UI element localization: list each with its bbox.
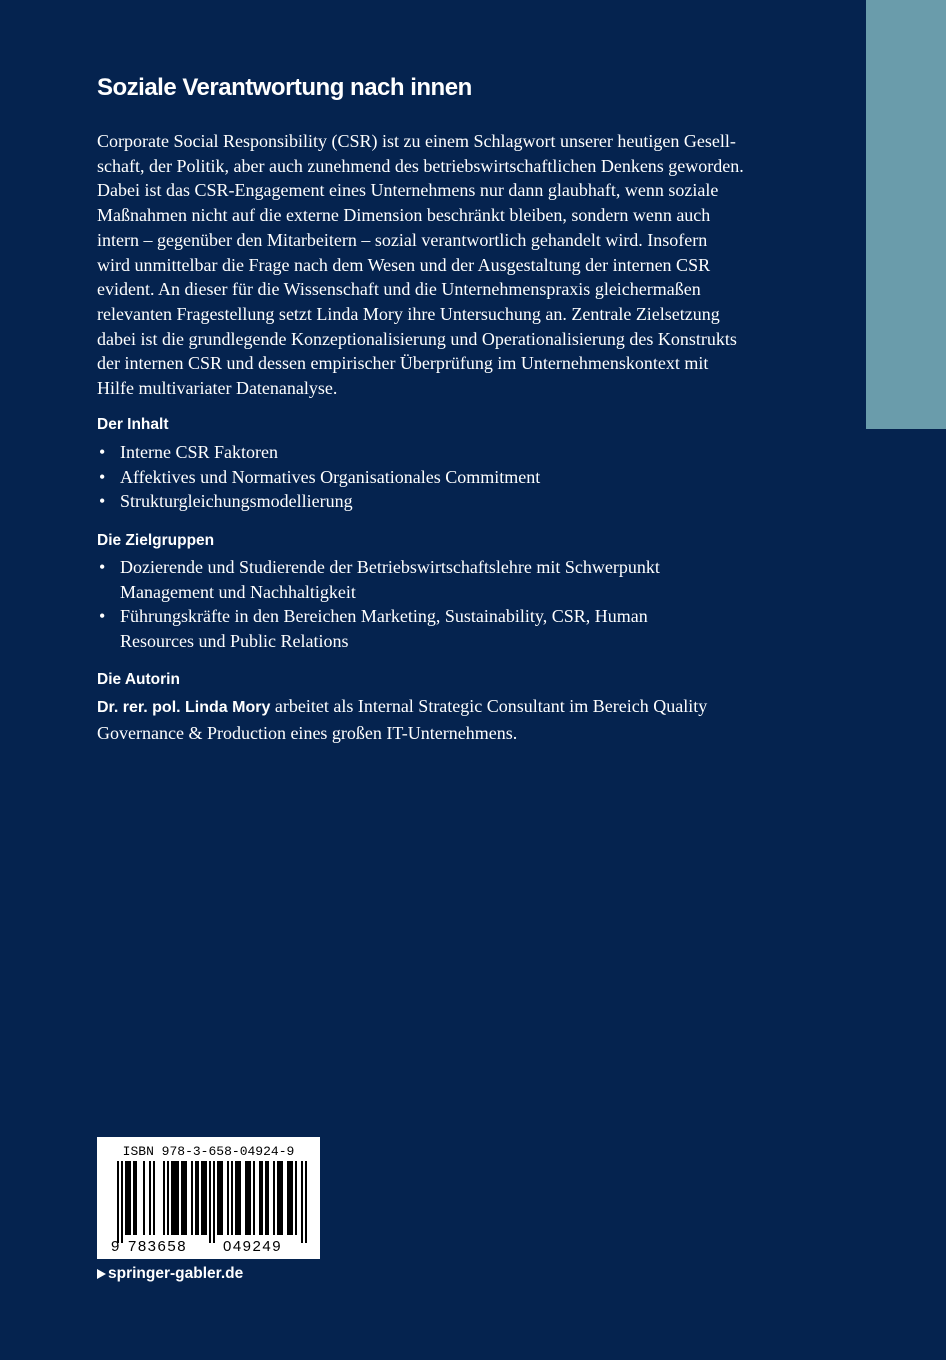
barcode-bar bbox=[235, 1161, 237, 1235]
bullet-icon: • bbox=[99, 466, 106, 487]
barcode-bar bbox=[265, 1161, 267, 1235]
intro-line: wird unmittelbar die Frage nach dem Wesen und der Ausgestaltung der internen CSR bbox=[97, 254, 711, 275]
barcode-bar bbox=[239, 1161, 241, 1235]
bullet-icon: • bbox=[99, 442, 106, 462]
list-item: • Strukturgleichungsmodellierung bbox=[97, 489, 769, 514]
barcode-bar bbox=[249, 1161, 251, 1235]
barcode-bar bbox=[195, 1161, 197, 1235]
accent-bar bbox=[866, 0, 946, 429]
barcode-bar bbox=[287, 1161, 289, 1235]
isbn-number: ISBN 978-3-658-04924-9 bbox=[122, 1144, 295, 1159]
barcode-bar bbox=[149, 1161, 151, 1235]
barcode-bar bbox=[281, 1161, 283, 1235]
barcode-bar bbox=[219, 1161, 221, 1235]
bullet-icon: • bbox=[99, 606, 106, 627]
list-item: • Interne CSR Faktoren bbox=[97, 440, 769, 465]
barcode-bar bbox=[167, 1161, 169, 1235]
zielgruppen-list bbox=[97, 555, 769, 654]
barcode-bar bbox=[153, 1161, 155, 1235]
inhalt-list bbox=[97, 440, 769, 514]
arrow-right-icon bbox=[97, 1269, 106, 1279]
intro-line: relevanten Fragestellung setzt Linda Mory ihre Untersuchung an. Zentrale Zielsetzung bbox=[97, 303, 720, 324]
barcode-bar bbox=[273, 1161, 275, 1235]
barcode-left-digits: 783658 bbox=[128, 1238, 188, 1255]
barcode-bar bbox=[279, 1161, 281, 1235]
barcode-bar bbox=[259, 1161, 261, 1235]
barcode-bar bbox=[177, 1161, 179, 1235]
barcode-bar bbox=[213, 1161, 215, 1243]
barcode-bar bbox=[209, 1161, 211, 1243]
author-bio-text: Governance & Production eines großen IT-Unternehmens. bbox=[97, 722, 518, 743]
barcode-bar bbox=[133, 1161, 135, 1235]
isbn-barcode bbox=[97, 1137, 320, 1259]
intro-line: intern – gegenüber den Mitarbeitern – sozial verantwortlich gehandelt wird. Insofern bbox=[97, 229, 708, 250]
barcode-bar bbox=[227, 1161, 229, 1235]
barcode-bar bbox=[205, 1161, 207, 1235]
barcode-bar bbox=[221, 1161, 223, 1235]
barcode-bar bbox=[191, 1161, 193, 1235]
barcode-bar bbox=[201, 1161, 203, 1235]
barcode-first-digit: 9 bbox=[111, 1238, 120, 1255]
inhalt-heading: Der Inhalt bbox=[97, 416, 169, 433]
list-item: • Dozierende und Studierende der Betriebswirtschaftslehre mit Schwerpunkt Management und Nachhaltigkeit bbox=[99, 557, 660, 602]
barcode-bar bbox=[143, 1161, 145, 1235]
barcode-bar bbox=[267, 1161, 269, 1235]
barcode-bar bbox=[261, 1161, 263, 1235]
barcode-bar bbox=[173, 1161, 175, 1235]
author-bio bbox=[97, 694, 769, 745]
intro-line: der internen CSR und dessen empirischer Überprüfung im Unternehmenskontext mit bbox=[97, 353, 709, 374]
intro-paragraph bbox=[97, 129, 769, 401]
author-name: Dr. rer. pol. Linda Mory bbox=[97, 699, 271, 716]
barcode-bar bbox=[245, 1161, 247, 1235]
barcode-bar bbox=[125, 1161, 127, 1235]
barcode-bar bbox=[171, 1161, 173, 1235]
barcode-right-digits: 049249 bbox=[223, 1238, 283, 1255]
zielgruppen-heading: Die Zielgruppen bbox=[97, 532, 215, 549]
barcode-bar bbox=[217, 1161, 219, 1235]
intro-line: dabei ist die grundlegende Konzeptionalisierung und Operationalisierung des Konstrukts bbox=[97, 328, 737, 349]
barcode-bar bbox=[305, 1161, 307, 1243]
intro-line: Maßnahmen nicht auf die externe Dimension beschränkt bleiben, sondern wenn auch bbox=[97, 205, 711, 226]
book-title: Soziale Verantwortung nach innen bbox=[97, 74, 472, 101]
barcode-bar bbox=[237, 1161, 239, 1235]
barcode-bar bbox=[129, 1161, 131, 1235]
barcode-bar bbox=[121, 1161, 123, 1243]
barcode-bar bbox=[183, 1161, 185, 1235]
list-item: • Affektives und Normatives Organisationales Commitment bbox=[97, 465, 769, 490]
list-item: • Führungskräfte in den Bereichen Marketing, Sustainability, CSR, Human Resources und Public Relations bbox=[99, 606, 648, 652]
barcode-bar bbox=[127, 1161, 129, 1235]
intro-line: Dabei ist das CSR-Engagement eines Unternehmens nur dann glaubhaft, wenn soziale bbox=[97, 180, 719, 201]
barcode-bar bbox=[175, 1161, 177, 1235]
publisher-link-text[interactable]: springer-gabler.de bbox=[108, 1265, 244, 1282]
barcode-bar bbox=[197, 1161, 199, 1235]
barcode-bar bbox=[163, 1161, 165, 1235]
barcode-bar bbox=[291, 1161, 293, 1235]
bullet-icon: • bbox=[99, 557, 106, 577]
intro-line: Corporate Social Responsibility (CSR) ist zu einem Schlagwort unserer heutigen Gesell- bbox=[97, 131, 736, 151]
autorin-heading: Die Autorin bbox=[97, 671, 180, 688]
intro-line: evident. An dieser für die Wissenschaft und die Unternehmenspraxis gleichermaßen bbox=[97, 279, 701, 300]
barcode-bar bbox=[301, 1161, 303, 1243]
publisher-link[interactable] bbox=[97, 1265, 243, 1283]
barcode-bar bbox=[247, 1161, 249, 1235]
barcode-bar bbox=[295, 1161, 297, 1235]
intro-line: schaft, der Politik, aber auch zunehmend des betriebswirtschaftlichen Denkens geworden. bbox=[97, 155, 744, 176]
barcode-bar bbox=[289, 1161, 291, 1235]
barcode-bar bbox=[203, 1161, 205, 1235]
barcode-bar bbox=[253, 1161, 255, 1235]
author-bio-text: arbeitet als Internal Strategic Consultant im Bereich Quality bbox=[270, 696, 708, 716]
barcode-bar bbox=[181, 1161, 183, 1235]
barcode-bar bbox=[117, 1161, 119, 1243]
barcode-bar bbox=[277, 1161, 279, 1235]
barcode-bar bbox=[185, 1161, 187, 1235]
barcode-bar bbox=[231, 1161, 233, 1235]
intro-line: Hilfe multivariater Datenanalyse. bbox=[97, 378, 338, 399]
bullet-icon: • bbox=[99, 491, 106, 512]
barcode-bar bbox=[135, 1161, 137, 1235]
